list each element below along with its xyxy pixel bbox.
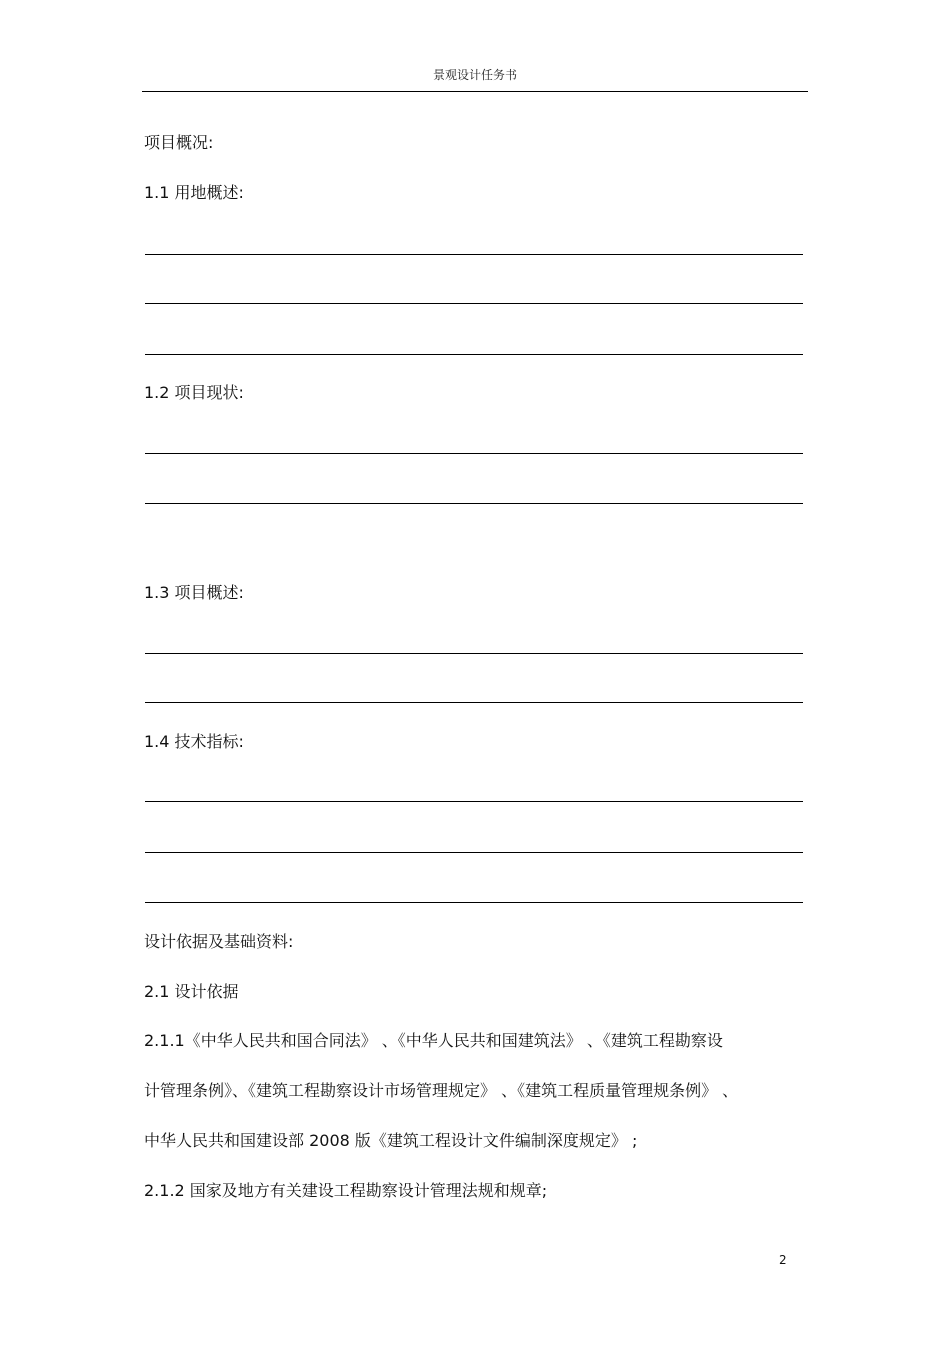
- section-2-1-1-line-1: 2.1.1《中华人民共和国合同法》 、《中华人民共和国建筑法》 、《建筑工程勘察设: [144, 1031, 723, 1050]
- fill-line: [145, 801, 803, 802]
- section-2-1-heading: 2.1 设计依据: [144, 982, 239, 1001]
- section-2-1-2: 2.1.2 国家及地方有关建设工程勘察设计管理法规和规章;: [144, 1181, 548, 1200]
- section-1-2-heading: 1.2 项目现状:: [144, 383, 244, 402]
- fill-line: [145, 902, 803, 903]
- section-1-1-heading: 1.1 用地概述:: [144, 183, 244, 202]
- section-1-3-heading: 1.3 项目概述:: [144, 583, 244, 602]
- page-number: 2: [779, 1253, 787, 1267]
- page-header-title: 景观设计任务书: [432, 68, 517, 82]
- section-2-1-1-line-3: 中华人民共和国建设部 2008 版《建筑工程设计文件编制深度规定》 ;: [144, 1131, 638, 1150]
- fill-line: [145, 354, 803, 355]
- header-divider: [142, 91, 808, 92]
- fill-line: [145, 503, 803, 504]
- basis-heading: 设计依据及基础资料:: [144, 932, 294, 951]
- section-2-1-1-line-2: 计管理条例》、《建筑工程勘察设计市场管理规定》 、《建筑工程质量管理规条例》 、: [144, 1081, 739, 1100]
- fill-line: [145, 303, 803, 304]
- fill-line: [145, 653, 803, 654]
- fill-line: [145, 254, 803, 255]
- overview-heading: 项目概况:: [144, 133, 214, 152]
- fill-line: [145, 852, 803, 853]
- fill-line: [145, 453, 803, 454]
- fill-line: [145, 702, 803, 703]
- section-1-4-heading: 1.4 技术指标:: [144, 732, 244, 751]
